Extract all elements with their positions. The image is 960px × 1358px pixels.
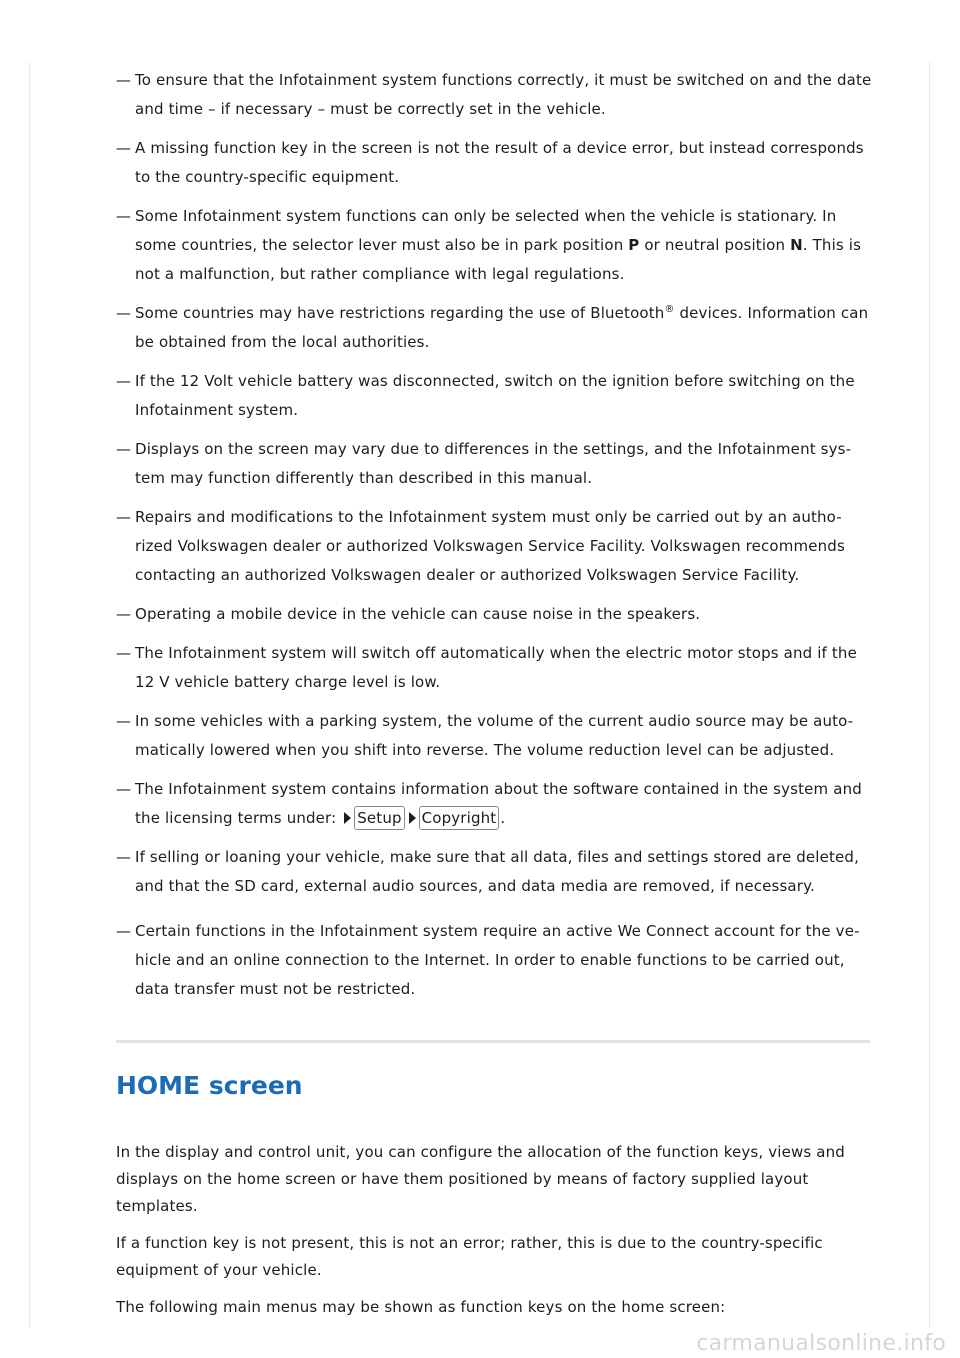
paragraph: The following main menus may be shown as function keys on the home screen:	[116, 1298, 726, 1316]
list-item-text: Repairs and modifications to the Infotainment system must only be carried out by an autho-rized Volkswagen dealer or authorized Volkswagen Service Facility. Volkswagen recommends contacting an authorized Volkswagen dealer or authorized Volkswagen Service Facility.	[135, 508, 845, 584]
list-item-text: In some vehicles with a parking system, the volume of the current audio source may be auto-matically lowered when you shift into reverse. The volume reduction level can be adjusted.	[135, 712, 854, 759]
list-item: — A missing function key in the screen is not the result of a device error, but instead corresponds to the country-specific equipment.	[116, 139, 864, 186]
list-item-text: Operating a mobile device in the vehicle can cause noise in the speakers.	[135, 605, 701, 623]
list-item-text: Certain functions in the Infotainment system require an active We Connect account for the ve-hicle and an online connection to the Internet. In order to enable functions to be carried out, data transfer must not be restricted.	[135, 922, 860, 998]
document-content	[116, 66, 876, 1321]
list-item-text: Displays on the screen may vary due to differences in the settings, and the Infotainment sys-tem may function differently than described in this manual.	[135, 440, 852, 487]
list-item-text: A missing function key in the screen is not the result of a device error, but instead corresponds to the country-specific equipment.	[135, 139, 864, 186]
registered-mark: ®	[664, 304, 675, 315]
list-item-text: The Infotainment system will switch off automatically when the electric motor stops and if the 12 V vehicle battery charge level is low.	[135, 644, 857, 691]
copyright-key: Copyright	[419, 806, 500, 830]
park-position-label: P	[628, 236, 640, 254]
section-divider	[116, 1040, 870, 1043]
paragraph: If a function key is not present, this is not an error; rather, this is due to the country-specific equipment of your vehicle.	[116, 1234, 823, 1279]
watermark: carmanualsonline.info	[696, 1331, 946, 1356]
list-item-text: Some countries may have restrictions regarding the use of Bluetooth® devices. Information can be obtained from the local authorities.	[135, 304, 869, 351]
list-item: — The Infotainment system will switch off automatically when the electric motor stops and if the 12 V vehicle battery charge level is low.	[116, 644, 857, 691]
notes-list	[116, 66, 876, 1004]
list-item: — If selling or loaning your vehicle, make sure that all data, files and settings stored are deleted, and that the SD card, external audio sources, and data media are removed, if necessary.	[116, 848, 859, 895]
neutral-position-label: N	[790, 236, 803, 254]
list-item: — To ensure that the Infotainment system functions correctly, it must be switched on and the date and time – if necessary – must be correctly set in the vehicle.	[116, 71, 872, 118]
list-item: — The Infotainment system contains information about the software contained in the system and the licensing terms under: Setup Copyright .	[116, 775, 876, 833]
page-margin-rule-right	[929, 62, 930, 1328]
menu-arrow-icon	[409, 812, 416, 824]
list-item-text: Some Infotainment system functions can only be selected when the vehicle is stationary. In some countries, the selector lever must also be in park position P or neutral position N. This is not a malfunction, but rather compliance with legal regulations.	[135, 207, 862, 283]
list-item-text: If the 12 Volt vehicle battery was disconnected, switch on the ignition before switching on the Infotainment system.	[135, 372, 855, 419]
list-item-text: To ensure that the Infotainment system functions correctly, it must be switched on and the date and time – if necessary – must be correctly set in the vehicle.	[135, 71, 872, 118]
menu-arrow-icon	[344, 812, 351, 824]
list-item: — In some vehicles with a parking system, the volume of the current audio source may be auto-matically lowered when you shift into reverse. The volume reduction level can be adjusted.	[116, 712, 854, 759]
paragraph: In the display and control unit, you can configure the allocation of the function keys, views and displays on the home screen or have them positioned by means of factory supplied layout templates.	[116, 1143, 845, 1215]
list-item: — Displays on the screen may vary due to differences in the settings, and the Infotainment sys-tem may function differently than described in this manual.	[116, 440, 852, 487]
list-item: — Some countries may have restrictions regarding the use of Bluetooth® devices. Information can be obtained from the local authorities.	[116, 304, 869, 351]
list-item: — If the 12 Volt vehicle battery was disconnected, switch on the ignition before switching on the Infotainment system.	[116, 372, 855, 419]
list-item: — Repairs and modifications to the Infotainment system must only be carried out by an autho-rized Volkswagen dealer or authorized Volkswagen Service Facility. Volkswagen recommends contacting an authorized Volkswagen dealer or authorized Volkswagen Service Facility.	[116, 508, 845, 584]
section-heading: HOME screen	[116, 1071, 303, 1100]
list-item: — Some Infotainment system functions can only be selected when the vehicle is stationary. In some countries, the selector lever must also be in park position P or neutral position N. This is not a malfunction, but rather compliance with legal regulations.	[116, 207, 862, 283]
setup-key: Setup	[354, 806, 404, 830]
page-margin-rule-left	[29, 62, 30, 1328]
list-item: — Operating a mobile device in the vehicle can cause noise in the speakers.	[116, 605, 701, 623]
list-item: — Certain functions in the Infotainment system require an active We Connect account for the ve-hicle and an online connection to the Internet. In order to enable functions to be carried out, data transfer must not be restricted.	[116, 922, 860, 998]
list-item-text: The Infotainment system contains information about the software contained in the system and the licensing terms under: Setup Copyright .	[135, 780, 862, 827]
list-item-text: If selling or loaning your vehicle, make sure that all data, files and settings stored are deleted, and that the SD card, external audio sources, and data media are removed, if necessary.	[135, 848, 859, 895]
